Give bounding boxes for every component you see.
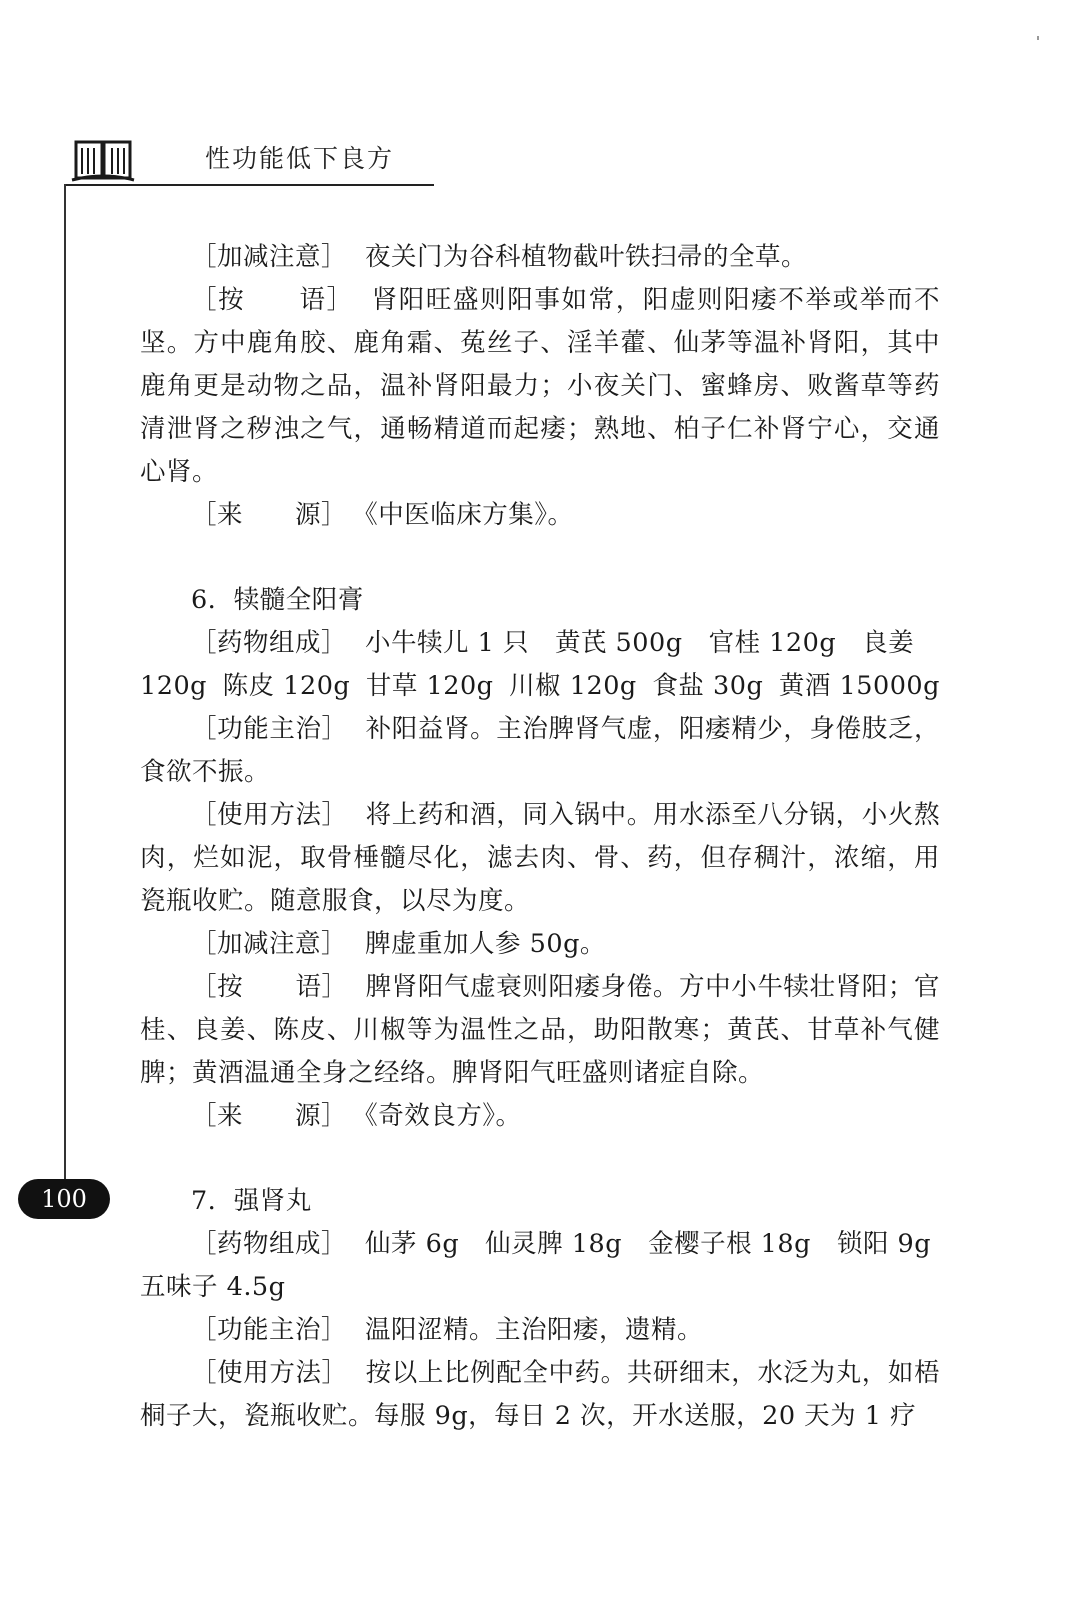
page-number: 100	[18, 1179, 110, 1219]
paragraph-source	[140, 1095, 940, 1138]
ingredient: 120g	[140, 671, 207, 701]
paragraph-modification	[140, 236, 940, 279]
composition-line-1	[140, 622, 940, 665]
composition-line-2	[140, 665, 940, 708]
paragraph-text: 脾肾阳气虚衰则阳痿身倦。方中小牛犊壮肾阳；官桂、良姜、陈皮、川椒等为温性之品，助阳散寒；黄芪、甘草补气健脾；黄酒温通全身之经络。脾肾阳气旺盛则诸症自除。	[140, 972, 940, 1088]
section-label: ［功能主治］	[191, 714, 348, 744]
running-header: 性功能低下良方	[205, 144, 395, 173]
paragraph-function	[140, 1309, 940, 1352]
book-icon	[70, 138, 136, 184]
section-label: ［按 语］	[191, 285, 354, 315]
recipe-title: 6．犊髓全阳膏	[191, 585, 364, 615]
paragraph-text: 肾阳旺盛则阳事如常，阳虚则阳痿不举或举而不坚。方中鹿角胶、鹿角霜、菟丝子、淫羊藿、仙茅等温补肾阳，其中鹿角更是动物之品，温补肾阳最力；小夜关门、蜜蜂房、败酱草等药清泄肾之秽浊之气，通畅精道而起痿；熟地、柏子仁补肾宁心，交通心肾。	[140, 285, 940, 487]
paragraph-usage	[140, 794, 940, 923]
ingredient: 小牛犊儿 1 只	[365, 628, 529, 658]
scan-mark	[1037, 36, 1039, 40]
section-label: ［药物组成］	[191, 628, 348, 658]
page-body	[140, 236, 940, 1438]
ingredient: 五味子 4.5g	[140, 1272, 286, 1302]
paragraph-usage	[140, 1352, 940, 1438]
section-label: ［使用方法］	[191, 800, 348, 830]
paragraph-text: 夜关门为谷科植物截叶铁扫帚的全草。	[365, 242, 808, 272]
ingredient: 川椒 120g	[509, 671, 637, 701]
paragraph-source	[140, 494, 940, 537]
section-label: ［来 源］	[191, 1101, 348, 1131]
composition-line-2	[140, 1266, 940, 1309]
ingredient: 食盐 30g	[652, 671, 764, 701]
ingredient: 锁阳 9g	[836, 1229, 932, 1259]
section-label: ［来 源］	[191, 500, 348, 530]
ingredient: 黄芪 500g	[554, 628, 683, 658]
paragraph-commentary	[140, 966, 940, 1095]
ingredient: 良姜	[862, 628, 915, 658]
ingredient: 陈皮 120g	[222, 671, 351, 701]
paragraph-text: 将上药和酒，同入锅中。用水添至八分锅，小火熬肉，烂如泥，取骨棰髓尽化，滤去肉、骨、药，但存稠汁，浓缩，用瓷瓶收贮。随意服食，以尽为度。	[140, 800, 940, 916]
ingredient: 黄酒 15000g	[778, 671, 940, 701]
paragraph-text: 补阳益肾。主治脾肾气虚，阳痿精少，身倦肢乏，食欲不振。	[140, 714, 940, 787]
margin-rule	[64, 184, 66, 1184]
paragraph-text: 《奇效良方》。	[365, 1101, 522, 1131]
paragraph-text: 《中医临床方集》。	[365, 500, 574, 530]
ingredient: 金樱子根 18g	[648, 1229, 811, 1259]
section-label: ［加减注意］	[191, 242, 348, 272]
paragraph-function	[140, 708, 940, 794]
composition-line-1	[140, 1223, 940, 1266]
paragraph-text: 脾虚重加人参 50g。	[365, 929, 606, 959]
ingredient: 仙茅 6g	[365, 1229, 460, 1259]
header-rule	[64, 184, 434, 186]
paragraph-text: 温阳涩精。主治阳痿，遗精。	[365, 1315, 704, 1345]
section-label: ［按 语］	[191, 972, 348, 1002]
section-label: ［药物组成］	[191, 1229, 348, 1259]
section-label: ［功能主治］	[191, 1315, 348, 1345]
ingredient: 仙灵脾 18g	[485, 1229, 623, 1259]
paragraph-modification	[140, 923, 940, 966]
ingredient: 甘草 120g	[365, 671, 494, 701]
ingredient: 官桂 120g	[708, 628, 837, 658]
recipe-title: 7．强肾丸	[191, 1186, 312, 1216]
paragraph-commentary	[140, 279, 940, 494]
section-label: ［加减注意］	[191, 929, 348, 959]
paragraph-text: 按以上比例配全中药。共研细末，水泛为丸，如梧桐子大，瓷瓶收贮。每服 9g，每日 2 次，开水送服，20 天为 1 疗	[140, 1358, 940, 1431]
section-label: ［使用方法］	[191, 1358, 348, 1388]
